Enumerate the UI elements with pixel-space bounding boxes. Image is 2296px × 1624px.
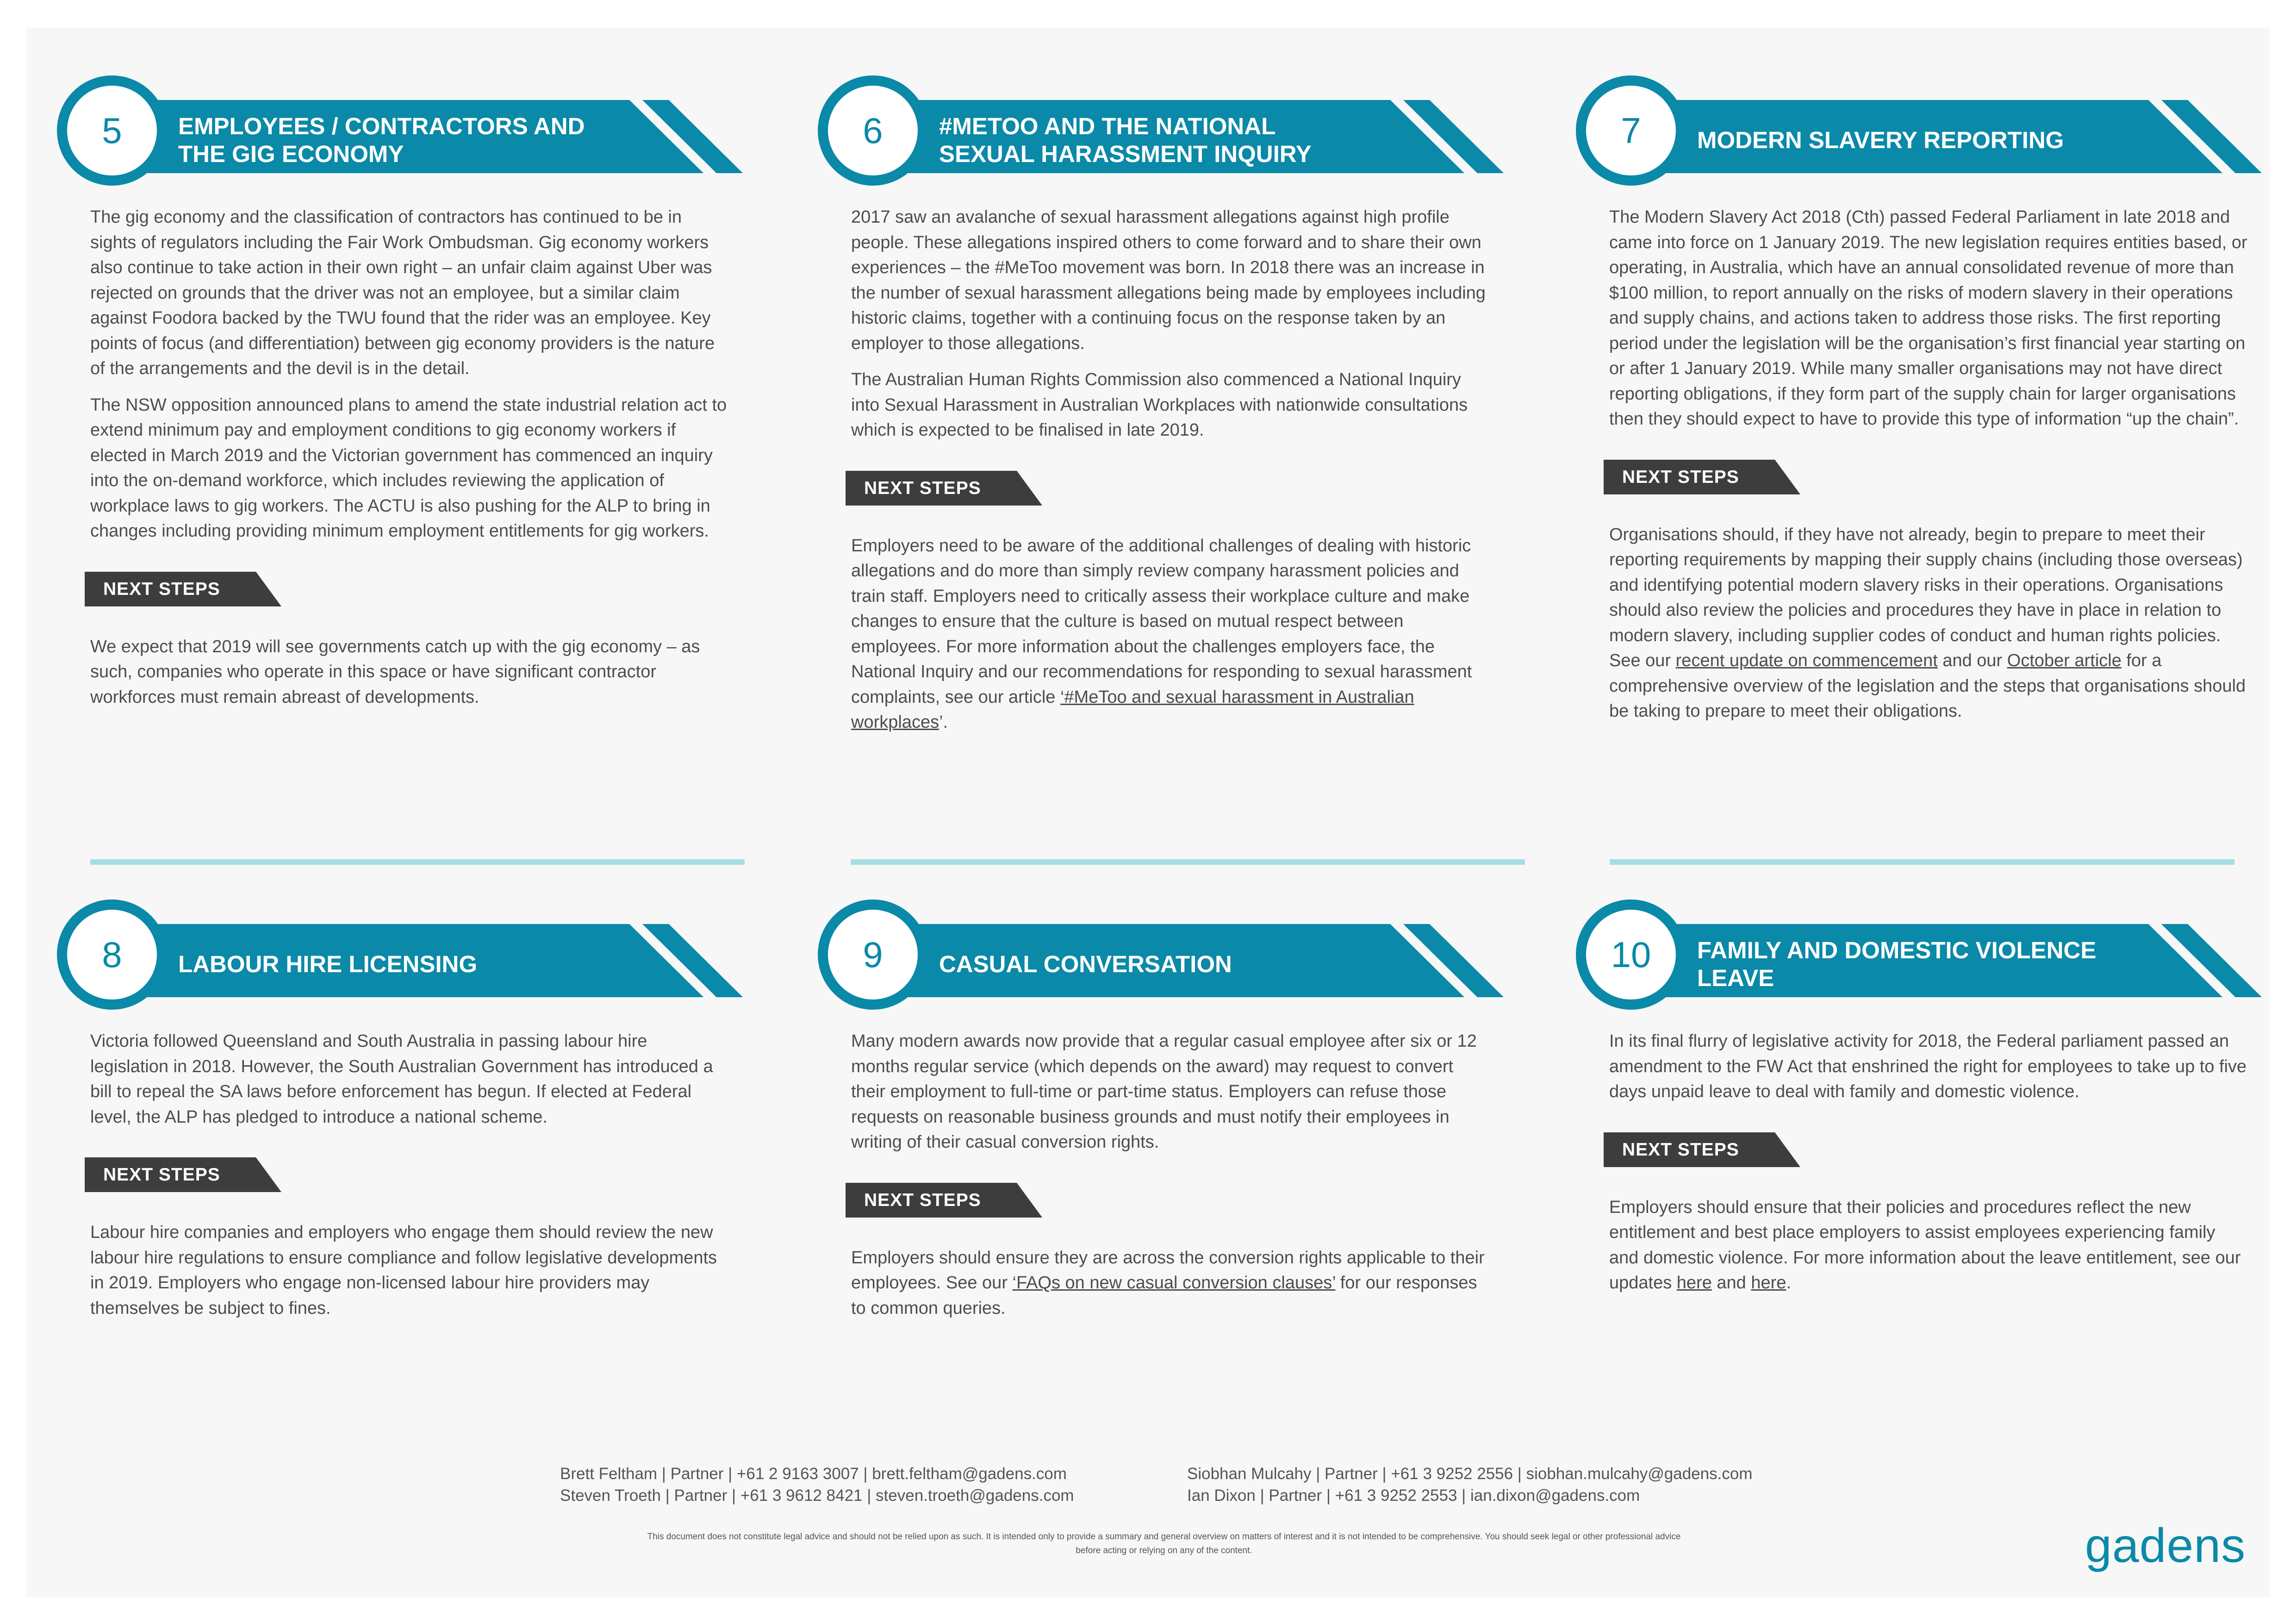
section-title: EMPLOYEES / CONTRACTORS AND THE GIG ECONOMY <box>178 113 585 167</box>
section-number: 7 <box>1621 110 1641 151</box>
section-title: #METOO AND THE NATIONAL SEXUAL HARASSMENT INQUIRY <box>939 113 1312 167</box>
section-number: 9 <box>863 934 883 975</box>
section-number: 10 <box>1611 934 1651 975</box>
paragraph: 2017 saw an avalanche of sexual harassment allegations against high profile people. These allegations inspired others to come forward and to share their own experiences – the #MeToo movement was born. In 2018 there was an increase in the number of sexual harassment allegations being made by employees including historic claims, together with a continuing focus on the response taken by an employer to those allegations. <box>851 207 1486 353</box>
paragraph: The NSW opposition announced plans to amend the state industrial relation act to extend minimum pay and employment conditions to gig economy workers if elected in March 2019 and the Victorian government has commenced an inquiry into the on-demand workforce, which includes reviewing the application of workplace laws to gig workers. The ACTU is also pushing for the ALP to bring in changes including providing minimum employment entitlements for gig workers. <box>90 395 727 541</box>
section-header <box>56 898 731 1018</box>
next-steps-tab <box>85 1157 281 1192</box>
next-steps-tab <box>846 1183 1042 1218</box>
section-body <box>1609 205 2248 724</box>
next-steps-label: NEXT STEPS <box>1622 1139 1739 1160</box>
next-steps-text-part: Organisations should, if they have not already, begin to prepare to meet their reporting requirements by mapping their supply chains (including those overseas) and identifying potential modern slavery risks in their operations. Organisations should also review the policies and procedures they have in place in relation to modern slavery, including supplier codes of conduct and human rights policies. See our <box>1609 525 2243 670</box>
next-steps-text-part: Employers need to be aware of the additional challenges of dealing with historic allegations and do more than simply review company harassment policies and train staff. Employers need to critically assess their workplace culture and make changes to ensure that the culture is based on mutual respect between employees. For more information about the challenges employers face, the National Inquiry and our recommendations for responding to sexual harassment complaints, see our article <box>851 536 1472 707</box>
paragraph: The Modern Slavery Act 2018 (Cth) passed Federal Parliament in late 2018 and came into force on 1 January 2019. The new legislation requires entities based, or operating, in Australia, which have an annual consolidated revenue of more than $100 million, to report annually on the risks of modern slavery in their operations and supply chains, and actions taken to address those risks. The first reporting period under the legislation will be the organisation’s first financial year starting on or after 1 January 2019. While many smaller organisations may not have direct reporting obligations, if they form part of the supply chain for larger organisations then they should expect to have to provide this type of information “up the chain”. <box>1609 207 2247 429</box>
here-link-2[interactable]: here <box>1751 1273 1786 1293</box>
section-domestic-violence-leave <box>1574 898 2250 1296</box>
next-steps-text-part: Employers should ensure that their policies and procedures reflect the new entitlement and best place employers to assist employees experiencing family and domestic violence. For more information about the leave entitlement, see our updates <box>1609 1197 2241 1293</box>
next-steps-tab <box>1604 460 1800 494</box>
paragraph: The gig economy and the classification of contractors has continued to be in sights of regulators including the Fair Work Ombudsman. Gig economy workers also continue to take action in their own right – an unfair claim against Uber was rejected on grounds that the driver was not an employee, but a similar claim against Foodora backed by the TWU found that the rider was an employee. Key points of focus (and differentiation) between gig economy providers is the nature of the arrangements and the devil is in the detail. <box>90 207 715 378</box>
section-divider <box>90 859 745 865</box>
next-steps-text <box>851 533 1490 735</box>
section-divider <box>851 859 1525 865</box>
section-number: 6 <box>863 110 883 151</box>
section-header <box>816 898 1492 1018</box>
section-casual-conversation <box>816 898 1492 1321</box>
next-steps-text-end: for a comprehensive overview of the legislation and the steps that organisations should be taking to prepare to meet their obligations. <box>1609 651 2246 721</box>
next-steps-text-end: . <box>1786 1273 1792 1293</box>
section-number: 8 <box>102 934 122 975</box>
section-body <box>851 205 1490 735</box>
next-steps-label: NEXT STEPS <box>1622 467 1739 487</box>
next-steps-label: NEXT STEPS <box>103 1165 220 1185</box>
section-title: LABOUR HIRE LICENSING <box>178 951 478 977</box>
next-steps-text <box>1609 522 2248 724</box>
contacts-left <box>560 1463 1074 1506</box>
section-metoo <box>816 74 1492 735</box>
next-steps-text-end: ’. <box>939 712 948 732</box>
section-body <box>851 1029 1490 1321</box>
contact-line: Ian Dixon | Partner | +61 3 9252 2553 | ian.dixon@gadens.com <box>1187 1487 1640 1505</box>
recent-update-link[interactable]: recent update on commencement <box>1675 651 1938 670</box>
contact-line: Brett Feltham | Partner | +61 2 9163 3007 | brett.feltham@gadens.com <box>560 1465 1067 1483</box>
section-header <box>1574 898 2250 1018</box>
next-steps-label: NEXT STEPS <box>864 1190 981 1210</box>
next-steps-tab <box>85 572 281 606</box>
section-gig-economy <box>56 74 731 710</box>
paragraph: Victoria followed Queensland and South Australia in passing labour hire legislation in 2018. However, the South Australian Government has introduced a bill to repeal the SA laws before enforcement has begun. If elected at Federal level, the ALP has pledged to introduce a national scheme. <box>90 1031 713 1127</box>
next-steps-text-end: for our responses to common queries. <box>851 1273 1477 1318</box>
section-title: FAMILY AND DOMESTIC VIOLENCE LEAVE <box>1697 937 2097 991</box>
paragraph: The Australian Human Rights Commission also commenced a National Inquiry into Sexual Harassment in Australian Workplaces with nationwide consultations which is expected to be finalised in late 2019. <box>851 370 1468 440</box>
section-labour-hire <box>56 898 731 1321</box>
contacts-right <box>1187 1463 1752 1506</box>
gadens-logo: gadens <box>2085 1519 2246 1573</box>
next-steps-text-mid: and our <box>1937 651 2007 670</box>
next-steps-text-part: Employers should ensure they are across the conversion rights applicable to their employees. See our <box>851 1248 1485 1293</box>
next-steps-label: NEXT STEPS <box>103 579 220 599</box>
section-header <box>816 74 1492 194</box>
section-body <box>90 1029 729 1321</box>
next-steps-tab <box>846 471 1042 506</box>
october-article-link[interactable]: October article <box>2007 651 2122 670</box>
section-header <box>56 74 731 194</box>
faqs-link[interactable]: ‘FAQs on new casual conversion clauses’ <box>1012 1273 1336 1293</box>
section-number: 5 <box>102 110 122 151</box>
next-steps-text: We expect that 2019 will see governments catch up with the gig economy – as such, companies who operate in this space or have significant contractor workforces must remain abreast of developments. <box>90 637 700 707</box>
section-header <box>1574 74 2250 194</box>
section-body <box>1609 1029 2248 1296</box>
next-steps-label: NEXT STEPS <box>864 478 981 498</box>
paragraph: In its final flurry of legislative activity for 2018, the Federal parliament passed an amendment to the FW Act that enshrined the right for employees to take up to five days unpaid leave to deal with family and domestic violence. <box>1609 1031 2247 1101</box>
next-steps-text: Labour hire companies and employers who engage them should review the new labour hire regulations to ensure compliance and follow legislative developments in 2019. Employers who engage non-licensed labour hire providers may themselves be subject to fines. <box>90 1223 717 1318</box>
section-body <box>90 205 729 710</box>
section-title: CASUAL CONVERSATION <box>939 951 1232 977</box>
paragraph: Many modern awards now provide that a regular casual employee after six or 12 months regular service (which depends on the award) may request to convert their employment to full-time or part-time status. Employers can refuse those requests on reasonable business grounds and must notify their employees in writing of their casual conversion rights. <box>851 1031 1477 1152</box>
next-steps-text <box>851 1245 1490 1321</box>
next-steps-tab <box>1604 1132 1800 1167</box>
contact-line: Steven Troeth | Partner | +61 3 9612 8421 | steven.troeth@gadens.com <box>560 1487 1074 1505</box>
here-link-1[interactable]: here <box>1676 1273 1712 1293</box>
next-steps-text-mid: and <box>1711 1273 1751 1293</box>
section-title: MODERN SLAVERY REPORTING <box>1697 127 2064 153</box>
next-steps-text <box>1609 1195 2248 1296</box>
section-modern-slavery <box>1574 74 2250 724</box>
section-divider <box>1610 859 2234 865</box>
disclaimer: This document does not constitute legal advice and should not be relied upon as such. It is intended only to provide a summary and general overview on matters of interest and it is not intended to be comprehensive. You should seek legal or other professional advice before acting or relying on any of the content. <box>647 1532 1681 1555</box>
contact-line: Siobhan Mulcahy | Partner | +61 3 9252 2556 | siobhan.mulcahy@gadens.com <box>1187 1465 1753 1483</box>
article-link[interactable]: ‘#MeToo and sexual harassment in Australian workplaces <box>851 687 1414 732</box>
